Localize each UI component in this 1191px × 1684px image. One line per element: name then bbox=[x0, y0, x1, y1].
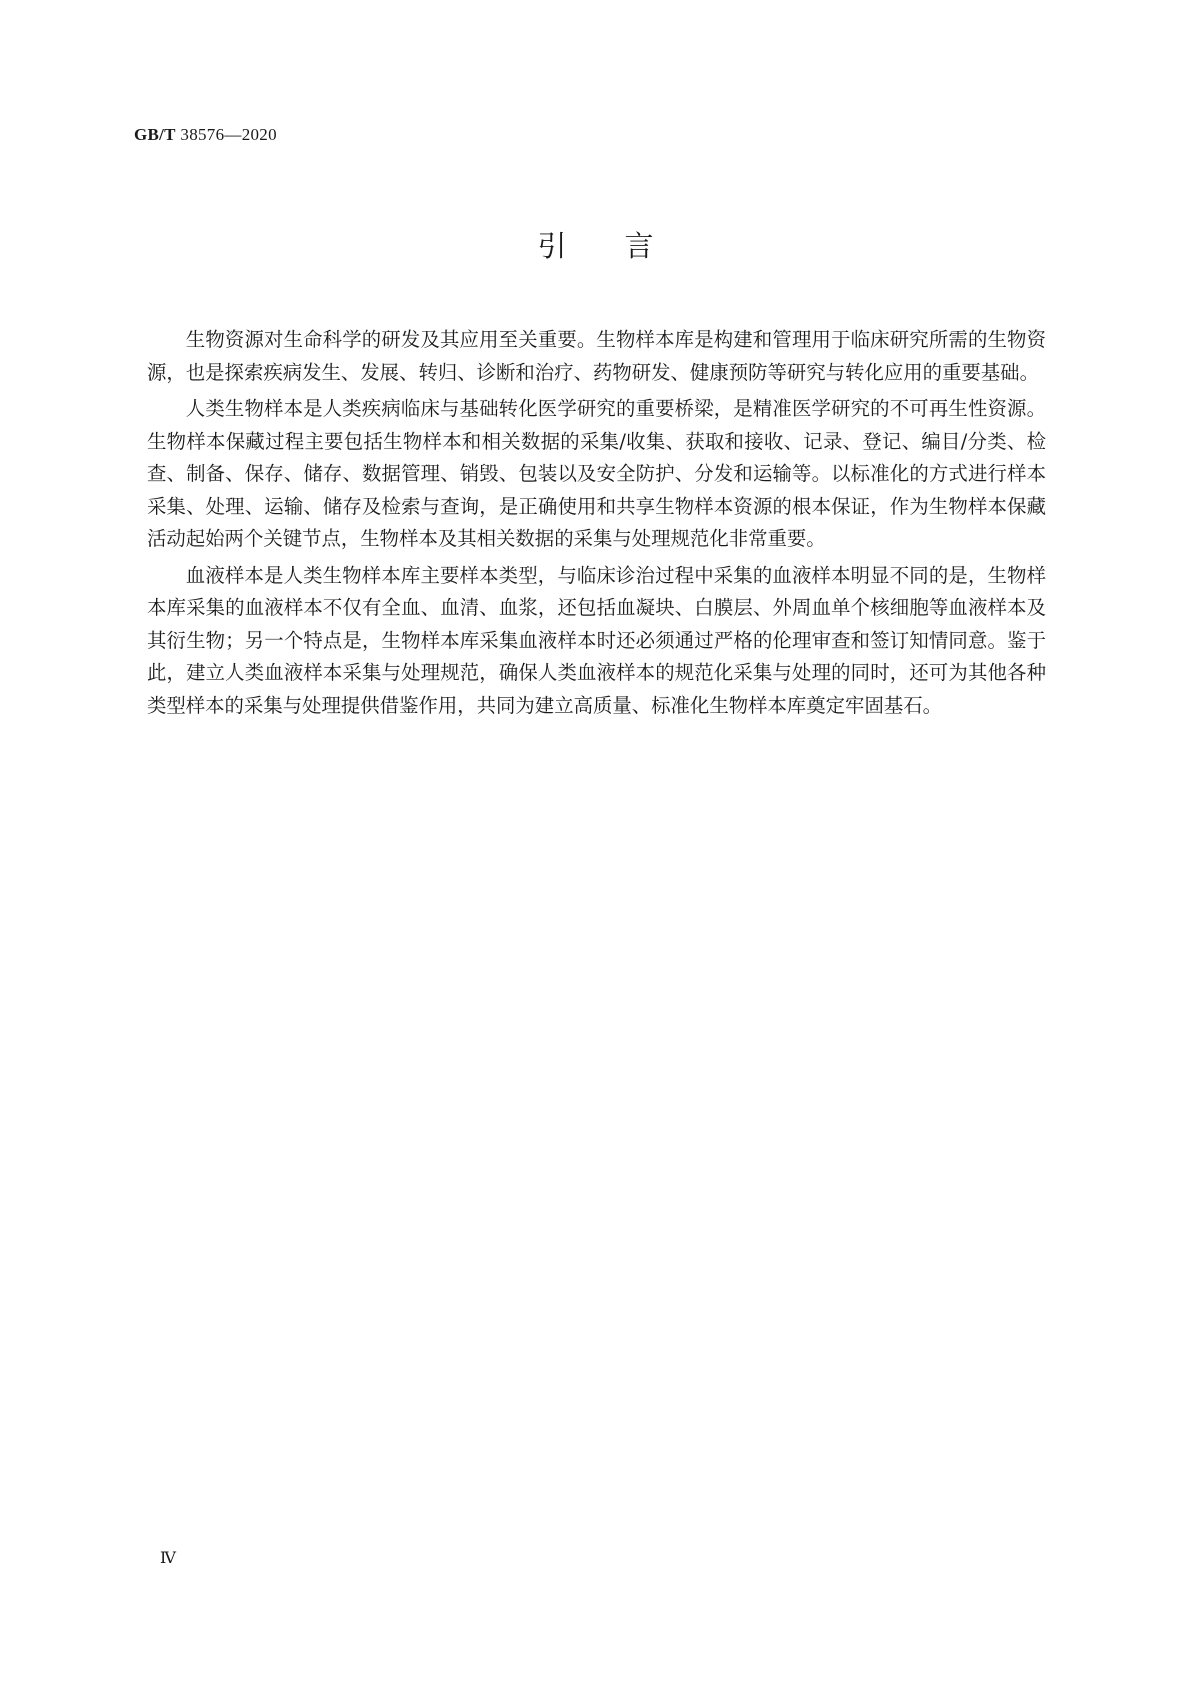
section-title bbox=[0, 226, 1191, 266]
standard-prefix: GB/T bbox=[134, 125, 176, 144]
page-number: Ⅳ bbox=[160, 1550, 176, 1567]
paragraph-3: 血液样本是人类生物样本库主要样本类型，与临床诊治过程中采集的血液样本明显不同的是，生物样本库采集的血液样本不仅有全血、血清、血浆，还包括血凝块、白膜层、外周血单个核细胞等血液样本及其衍生物；另一个特点是，生物样本库采集血液样本时还必须通过严格的伦理审查和签订知情同意。鉴于此，建立人类血液样本采集与处理规范，确保人类血液样本的规范化采集与处理的同时，还可为其他各种类型样本的采集与处理提供借鉴作用，共同为建立高质量、标准化生物样本库奠定牢固基石。 bbox=[147, 563, 1046, 717]
title-char-2: 言 bbox=[624, 229, 654, 263]
paragraph-2: 人类生物样本是人类疾病临床与基础转化医学研究的重要桥梁，是精准医学研究的不可再生性资源。生物样本保藏过程主要包括生物样本和相关数据的采集/收集、获取和接收、记录、登记、编目/分类、检查、制备、保存、储存、数据管理、销毁、包装以及安全防护、分发和运输等。以标准化的方式进行样本采集、处理、运输、储存及检索与查询，是正确使用和共享生物样本资源的根本保证，作为生物样本保藏活动起始两个关键节点，生物样本及其相关数据的采集与处理规范化非常重要。 bbox=[147, 397, 1046, 550]
standard-code bbox=[134, 124, 277, 146]
standard-number: 38576—2020 bbox=[180, 125, 277, 144]
introduction-body bbox=[147, 324, 1046, 726]
title-char-1: 引 bbox=[537, 229, 567, 263]
paragraph-1: 生物资源对生命科学的研发及其应用至关重要。生物样本库是构建和管理用于临床研究所需的生物资源，也是探索疾病发生、发展、转归、诊断和治疗、药物研发、健康预防等研究与转化应用的重要基础。 bbox=[147, 328, 1046, 384]
